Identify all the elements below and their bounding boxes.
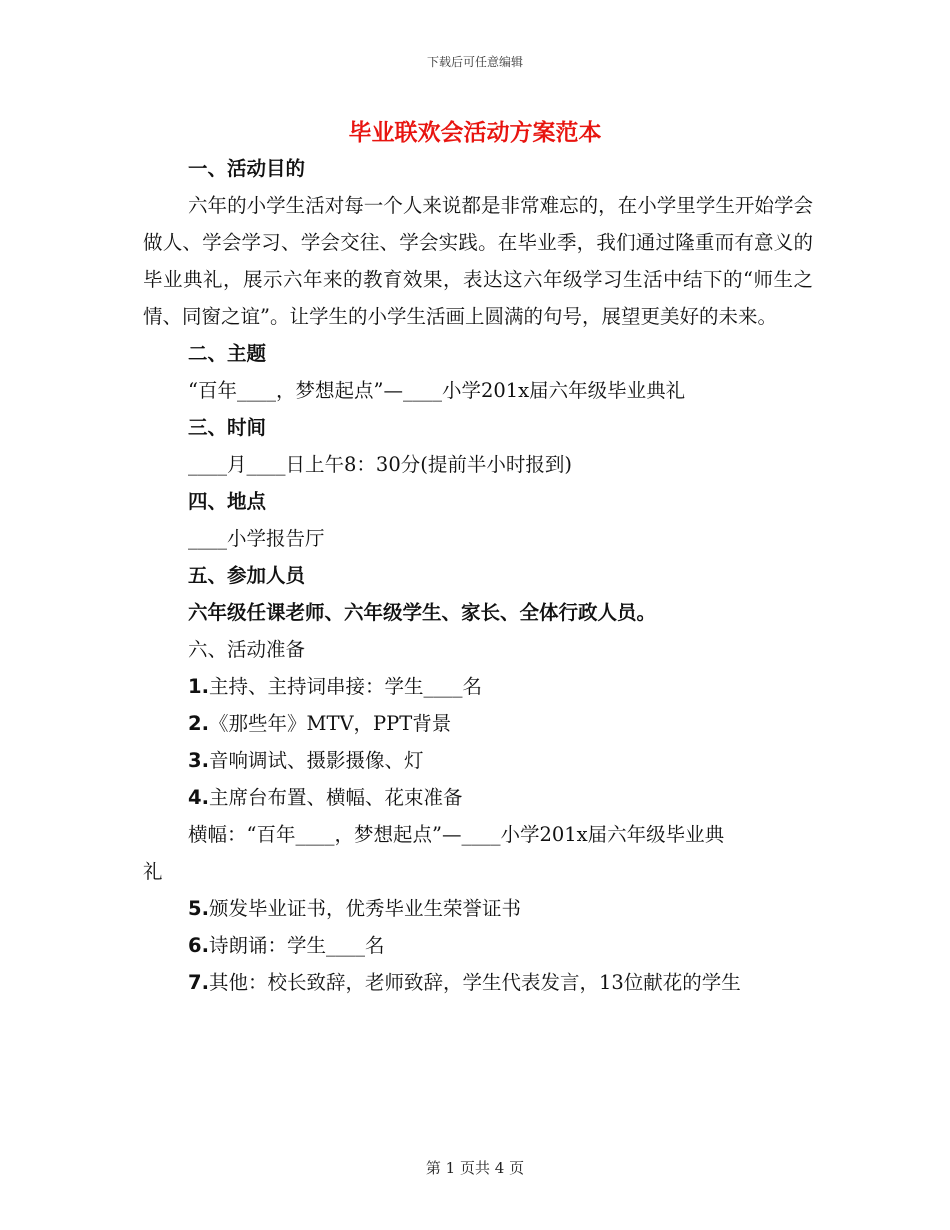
list-item xyxy=(143,964,813,1001)
list-item xyxy=(143,927,813,964)
section-heading-theme: 二、主题 xyxy=(188,342,267,365)
list-item-text: 主席台布置、横幅、花束准备 xyxy=(208,786,463,809)
list-item-number: 2. xyxy=(188,712,209,735)
list-item xyxy=(143,742,813,779)
list-item-text: 其他：校长致辞，老师致辞，学生代表发言，13位献花的学生 xyxy=(208,971,741,994)
section-heading-participants: 五、参加人员 xyxy=(188,564,306,587)
list-item xyxy=(143,668,813,705)
participants-text: 六年级任课老师、六年级学生、家长、全体行政人员。 xyxy=(188,601,657,624)
list-item-number: 4. xyxy=(188,786,209,809)
list-item-number: 1. xyxy=(188,675,209,698)
theme-text: “百年____，梦想起点”—____小学201x届六年级毕业典礼 xyxy=(188,379,686,402)
list-item-number: 5. xyxy=(188,897,209,920)
list-item-text: 颁发毕业证书，优秀毕业生荣誉证书 xyxy=(208,897,521,920)
list-item-text: 诗朗诵：学生____名 xyxy=(208,934,385,957)
list-item-number: 7. xyxy=(188,971,209,994)
list-item-text: 主持、主持词串接：学生____名 xyxy=(208,675,482,698)
section-heading-location: 四、地点 xyxy=(188,490,267,513)
section-heading-purpose: 一、活动目的 xyxy=(188,157,306,180)
list-item xyxy=(143,890,813,927)
section-heading-preparation: 六、活动准备 xyxy=(188,638,306,661)
banner-text-line2: 礼 xyxy=(143,860,163,883)
time-text: ____月____日上午8：30分(提前半小时报到) xyxy=(188,453,572,476)
banner-text-line1: 横幅：“百年____，梦想起点”—____小学201x届六年级毕业典 xyxy=(188,823,725,846)
section-heading-time: 三、时间 xyxy=(188,416,267,439)
list-item-number: 3. xyxy=(188,749,209,772)
list-item xyxy=(143,705,813,742)
page-header: 下载后可任意编辑 xyxy=(426,55,523,69)
location-text: ____小学报告厅 xyxy=(188,527,325,550)
list-item-number: 6. xyxy=(188,934,209,957)
section-paragraph-purpose: 六年的小学生活对每一个人来说都是非常难忘的，在小学里学生开始学会做人、学会学习、学会交往、学会实践。在毕业季，我们通过隆重而有意义的毕业典礼，展示六年来的教育效果，表达这六年级学习生活中结下的“师生之情、同窗之谊”。让学生的小学生活画上圆满的句号，展望更美好的未来。 xyxy=(143,194,813,328)
list-item xyxy=(143,779,813,816)
list-item-text: 《那些年》MTV，PPT背景 xyxy=(208,712,452,735)
document-title: 毕业联欢会活动方案范本 xyxy=(348,120,602,146)
document-body xyxy=(143,150,813,1001)
page-footer: 第 1 页共 4 页 xyxy=(425,1159,525,1177)
list-item-text: 音响调试、摄影摄像、灯 xyxy=(208,749,424,772)
